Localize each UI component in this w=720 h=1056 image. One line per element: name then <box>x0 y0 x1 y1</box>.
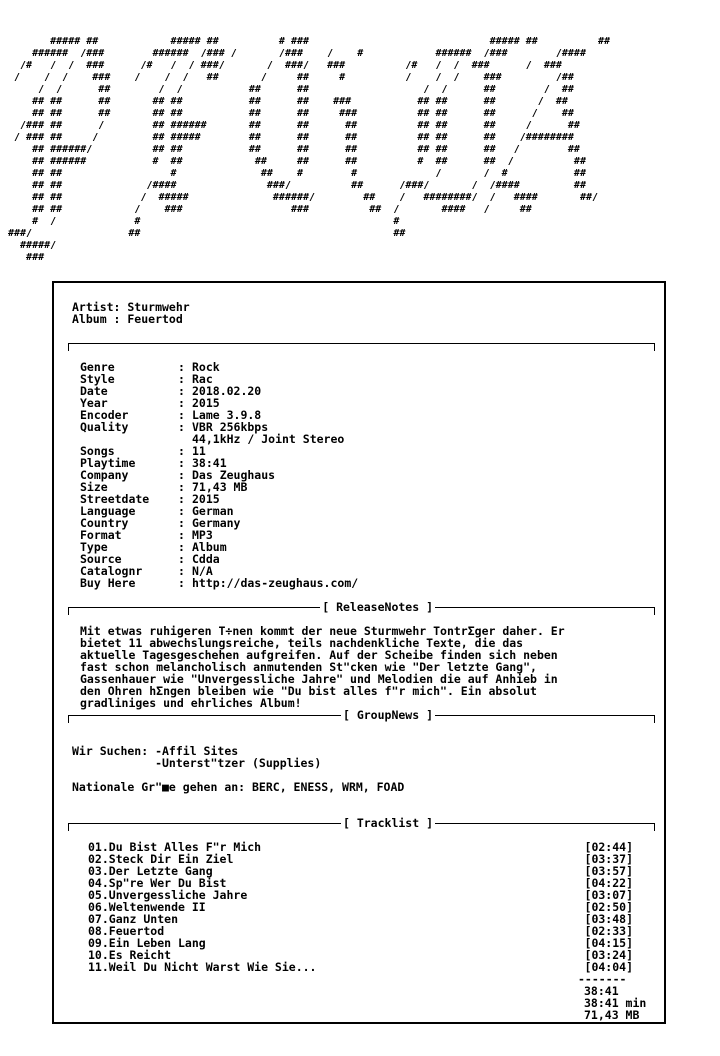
info-value: 44,1kHz / Joint Stereo <box>192 432 345 446</box>
info-key: Date <box>80 384 108 398</box>
info-row <box>80 433 358 445</box>
total-divider: ------- <box>578 972 627 986</box>
info-value: Germany <box>192 516 241 530</box>
group-news-line-2: -Unterst"tzer (Supplies) <box>72 756 322 770</box>
info-colon: : <box>178 384 185 398</box>
info-colon: : <box>178 576 185 590</box>
info-colon: : <box>178 444 185 458</box>
info-key: Company <box>80 468 129 482</box>
info-value: VBR 256kbps <box>192 420 269 434</box>
info-colon: : <box>178 360 185 374</box>
track-title: 06.Weltenwende II <box>88 900 206 914</box>
track-title: 10.Es Reicht <box>88 948 172 962</box>
info-colon: : <box>178 540 185 554</box>
track-duration: [04:22] <box>584 876 633 890</box>
total-size: 71,43 MB <box>584 1008 640 1022</box>
info-value: 2015 <box>192 396 220 410</box>
tracklist-label: [ Tracklist ] <box>342 816 433 830</box>
album-line: Album : Feuertod <box>72 312 183 326</box>
track-title: 01.Du Bist Alles F"r Mich <box>88 840 262 854</box>
info-key: Catalognr <box>80 564 143 578</box>
track-duration: [02:33] <box>584 924 633 938</box>
track-title: 11.Weil Du Nicht Warst Wie Sie... <box>88 960 317 974</box>
info-key: Genre <box>80 360 115 374</box>
info-colon: : <box>178 372 185 386</box>
info-value: MP3 <box>192 528 213 542</box>
track-duration: [02:44] <box>584 840 633 854</box>
info-colon: : <box>178 408 185 422</box>
info-key: Country <box>80 516 129 530</box>
info-colon: : <box>178 528 185 542</box>
info-row <box>80 361 358 373</box>
track-title: 09.Ein Leben Lang <box>88 936 206 950</box>
info-value: Cdda <box>192 552 220 566</box>
info-colon: : <box>178 396 185 410</box>
info-colon: : <box>178 468 185 482</box>
track-duration: [02:50] <box>584 900 633 914</box>
track-title: 03.Der Letzte Gang <box>88 864 213 878</box>
tracklist-header <box>68 817 655 829</box>
info-section-rule <box>68 337 655 349</box>
track-list <box>88 841 633 973</box>
group-news-label: [ GroupNews ] <box>342 708 433 722</box>
info-key: Format <box>80 528 122 542</box>
total-playtime: 38:41 <box>584 984 619 998</box>
track-duration: [04:15] <box>584 936 633 950</box>
info-colon: : <box>178 516 185 530</box>
track-title: 02.Steck Dir Ein Ziel <box>88 852 234 866</box>
info-key: Playtime <box>80 456 136 470</box>
track-title: 05.Unvergessliche Jahre <box>88 888 248 902</box>
info-key: Encoder <box>80 408 129 422</box>
track-duration: [03:57] <box>584 864 633 878</box>
track-duration: [03:48] <box>584 912 633 926</box>
track-row <box>88 961 633 973</box>
info-value: Das Zeughaus <box>192 468 276 482</box>
group-news-line-3: Nationale Gr"■e gehen an: BERC, ENESS, WRM, FOAD <box>72 780 405 794</box>
release-notes-text: Mit etwas ruhigeren T÷nen kommt der neue Sturmwehr TontrΣger daher. Er bietet 11 abwechslungsreiche, teils nachdenkliche Texte, die das aktuelle Tagesgeschehen aufgreifen. Auf der Scheibe finden sich neben fast schon melancholisch anmutenden St"cken wie "Der letzte Gang", Gassenhauer wie "Unvergessliche Jahre" und Melodien die auf Anhieb in den Ohren hΣngen bleiben wie "Du bist alles f"r mich". Ein absolut gradliniges und ehrliches Album! <box>80 624 565 710</box>
artist-line: Artist: Sturmwehr <box>72 300 190 314</box>
info-value: Lame 3.9.8 <box>192 408 262 422</box>
track-title: 07.Ganz Unten <box>88 912 179 926</box>
info-key: Size <box>80 480 108 494</box>
info-key: Language <box>80 504 136 518</box>
track-title: 08.Feuertod <box>88 924 165 938</box>
info-value: 38:41 <box>192 456 227 470</box>
info-colon: : <box>178 564 185 578</box>
info-value: Rac <box>192 372 213 386</box>
info-row <box>80 577 358 589</box>
ascii-art-logo: ##### ## ##### ## # ### ##### ## ## ###### /### ###### /### / /### / # ###### /### /#### /# / / ### /# / / ###/ / ###/ ### /# / / ### / ### / / / ### / / / ## / ## # / / / ### /## / / ## / / ## ## / / ## / ## ## ## ## ## ## ## ## ### ## ## ## / ## ## ## ## ## ## ## ## ### ## ## ## / ## /### ## / ## ###### ## ## ## ## ## ## / ## / ### ## / ## ##### ## ## ## ## ## ## /######## ## ######/ ## ## ## ## ## ## ## ## / ## ## ###### # ## ## ## ## # ## ## / ## ## ## # ## # # / / # ## ## ## /#### ###/ ## /###/ / /#### ## ## ## / ##### ######/ ## / ########/ / #### ##/ ## ## / ### ### ## / #### / ## # / # # ###/ ## ## #####/ ### <box>8 36 611 263</box>
info-value: 11 <box>192 444 206 458</box>
info-colon: : <box>178 420 185 434</box>
nfo-frame <box>52 281 666 1024</box>
info-value: http://das-zeughaus.com/ <box>192 576 359 590</box>
info-value: 71,43 MB <box>192 480 248 494</box>
info-table <box>80 361 358 589</box>
info-key: Type <box>80 540 108 554</box>
info-value: German <box>192 504 234 518</box>
release-notes-label: [ ReleaseNotes ] <box>322 600 433 614</box>
info-value: 2018.02.20 <box>192 384 262 398</box>
info-colon: : <box>178 504 185 518</box>
info-key: Songs <box>80 444 115 458</box>
info-key: Source <box>80 552 122 566</box>
track-title: 04.Sp"re Wer Du Bist <box>88 876 227 890</box>
info-key: Buy Here <box>80 576 136 590</box>
release-notes-header <box>68 601 655 613</box>
track-row <box>88 913 633 925</box>
info-key: Quality <box>80 420 129 434</box>
track-duration: [04:04] <box>584 960 633 974</box>
info-value: Rock <box>192 360 220 374</box>
info-colon: : <box>178 492 185 506</box>
info-value: Album <box>192 540 227 554</box>
info-colon: : <box>178 480 185 494</box>
track-duration: [03:37] <box>584 852 633 866</box>
group-news-line-1: Wir Suchen: -Affil Sites <box>72 744 239 758</box>
info-colon: : <box>178 552 185 566</box>
track-duration: [03:24] <box>584 948 633 962</box>
group-news-header <box>68 709 655 721</box>
info-key: Streetdate <box>80 492 150 506</box>
info-colon: : <box>178 456 185 470</box>
info-value: N/A <box>192 564 213 578</box>
total-playtime-min: 38:41 min <box>584 996 647 1010</box>
info-value: 2015 <box>192 492 220 506</box>
info-key: Style <box>80 372 115 386</box>
track-duration: [03:07] <box>584 888 633 902</box>
info-key: Year <box>80 396 108 410</box>
